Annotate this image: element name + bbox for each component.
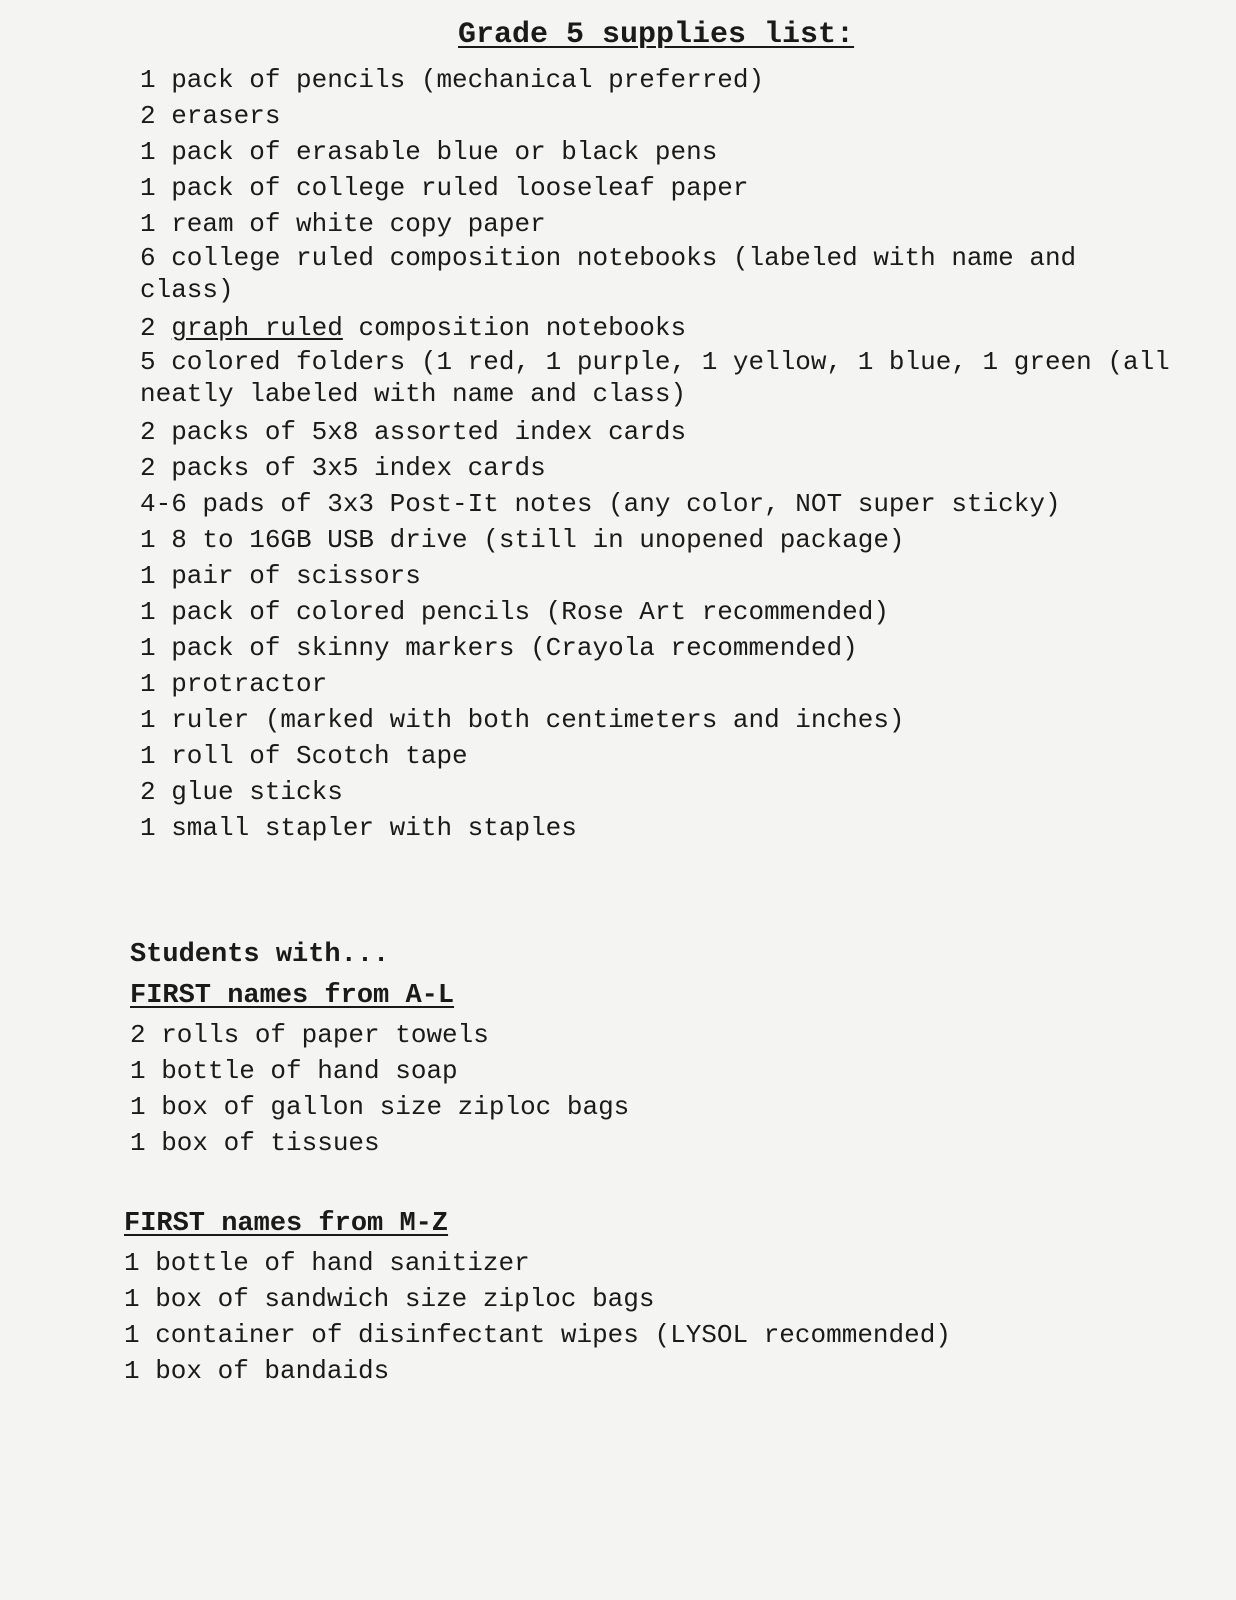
supply-list: [140, 62, 1180, 846]
list-item: 1 box of tissues: [130, 1128, 380, 1158]
list-item: 1 protractor: [140, 669, 328, 699]
list-item: 1 bottle of hand sanitizer: [124, 1248, 530, 1278]
list-item: 1 pair of scissors: [140, 561, 421, 591]
group-a-list: [130, 1017, 1030, 1161]
list-item: 1 pack of erasable blue or black pens: [140, 137, 718, 167]
list-item: 2 rolls of paper towels: [130, 1020, 489, 1050]
list-item: 1 roll of Scotch tape: [140, 741, 468, 771]
underlined-text: graph ruled: [171, 313, 343, 343]
list-item: 2 glue sticks: [140, 777, 343, 807]
list-item: 4-6 pads of 3x3 Post-It notes (any color, NOT super sticky): [140, 489, 1061, 519]
list-item: 1 pack of pencils (mechanical preferred): [140, 65, 765, 95]
list-item: 1 pack of college ruled looseleaf paper: [140, 173, 749, 203]
list-item: 6 college ruled composition notebooks (labeled with name and class): [140, 243, 1077, 305]
list-item: 1 container of disinfectant wipes (LYSOL recommended): [124, 1320, 951, 1350]
list-item: [140, 310, 1180, 346]
group-b-section: [124, 1203, 1024, 1389]
list-item-suffix: composition notebooks: [342, 313, 687, 343]
group-b-heading: FIRST names from M-Z: [124, 1209, 449, 1239]
group-b-list: [124, 1245, 1024, 1389]
list-item: 1 box of gallon size ziploc bags: [130, 1092, 630, 1122]
list-item: 2 erasers: [140, 101, 281, 131]
list-item: 1 box of bandaids: [124, 1356, 390, 1386]
list-item: 1 box of sandwich size ziploc bags: [124, 1284, 655, 1314]
list-item: 1 ruler (marked with both centimeters and inches): [140, 705, 905, 735]
group-a-section: [130, 935, 1030, 1161]
list-item: 1 small stapler with staples: [140, 813, 577, 843]
list-item: 2 packs of 5x8 assorted index cards: [140, 417, 687, 447]
list-item: 5 colored folders (1 red, 1 purple, 1 yellow, 1 blue, 1 green (all neatly labeled with name and class): [140, 347, 1170, 409]
page-title: Grade 5 supplies list:: [458, 18, 855, 52]
list-item: 1 8 to 16GB USB drive (still in unopened package): [140, 525, 905, 555]
students-heading: Students with...: [130, 940, 390, 970]
list-item-prefix: 2: [140, 313, 172, 343]
list-item: 1 ream of white copy paper: [140, 209, 546, 239]
list-item: 2 packs of 3x5 index cards: [140, 453, 546, 483]
list-item: 1 pack of skinny markers (Crayola recommended): [140, 633, 858, 663]
list-item: 1 bottle of hand soap: [130, 1056, 458, 1086]
group-a-heading: FIRST names from A-L: [130, 981, 455, 1011]
list-item: 1 pack of colored pencils (Rose Art recommended): [140, 597, 889, 627]
